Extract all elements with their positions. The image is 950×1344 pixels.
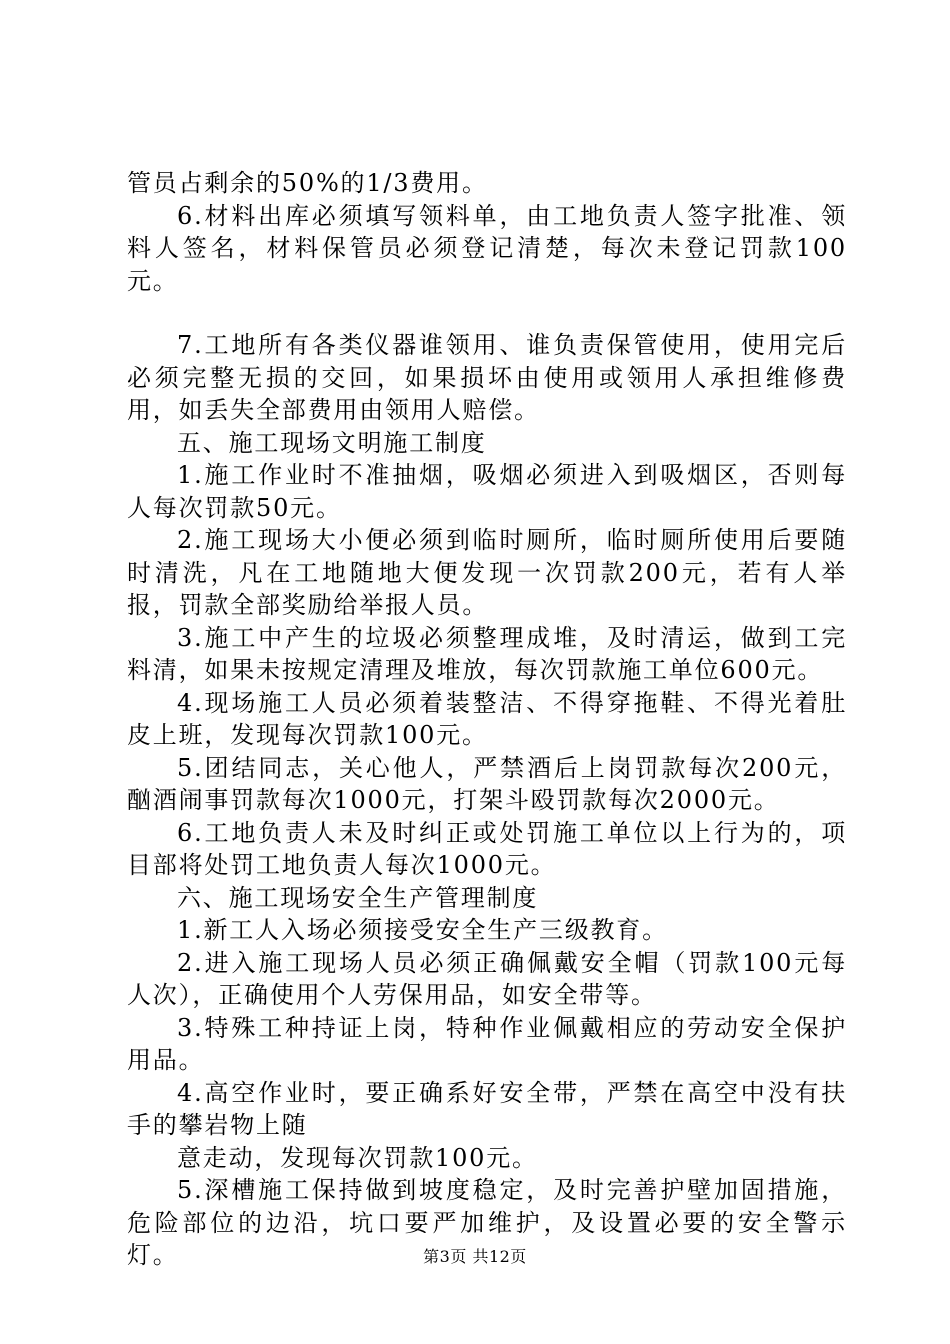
page-footer xyxy=(0,1244,950,1267)
paragraph-rule-5-3: 3.施工中产生的垃圾必须整理成堆，及时清运，做到工完料清，如果未按规定清理及堆放，每次罚款施工单位600元。 xyxy=(127,623,847,684)
paragraph-continuation: 管员占剩余的50%的1/3费用。 xyxy=(127,169,488,197)
paragraph-rule-5-6: 6.工地负责人未及时纠正或处罚施工单位以上行为的，项目部将处罚工地负责人每次1000元。 xyxy=(127,818,847,879)
paragraph-rule-6-1: 1.新工人入场必须接受安全生产三级教育。 xyxy=(177,916,668,944)
paragraph-rule-6-4-continued: 意走动，发现每次罚款100元。 xyxy=(177,1143,538,1172)
paragraph-rule-5-1: 1.施工作业时不准抽烟，吸烟必须进入到吸烟区，否则每人每次罚款50元。 xyxy=(127,461,847,522)
paragraph-rule-5-2: 2.施工现场大小便必须到临时厕所，临时厕所使用后要随时清洗，凡在工地随地大便发现一次罚款200元，若有人举报，罚款全部奖励给举报人员。 xyxy=(127,526,847,619)
paragraph-rule-6-5: 5.深槽施工保持做到坡度稳定，及时完善护壁加固措施，危险部位的边沿，坑口要严加维护，及设置必要的安全警示灯。 xyxy=(127,1176,847,1269)
paragraph-rule-6-4: 4.高空作业时，要正确系好安全带，严禁在高空中没有扶手的攀岩物上随 xyxy=(127,1078,847,1139)
section-heading-5: 五、施工现场文明施工制度 xyxy=(177,428,487,457)
paragraph-rule-4-7: 7.工地所有各类仪器谁领用、谁负责保管使用，使用完后必须完整无损的交回，如果损坏由使用或领用人承担维修费用，如丢失全部费用由领用人赔偿。 xyxy=(127,331,847,424)
paragraph-rule-6-2: 2.进入施工现场人员必须正确佩戴安全帽（罚款100元每人次），正确使用个人劳保用品，如安全带等。 xyxy=(127,948,847,1009)
section-heading-6: 六、施工现场安全生产管理制度 xyxy=(177,883,539,912)
paragraph-rule-4-6: 6.材料出库必须填写领料单，由工地负责人签字批准、领料人签名，材料保管员必须登记清楚，每次未登记罚款100元。 xyxy=(127,201,847,295)
document-body xyxy=(127,167,847,1272)
paragraph-rule-5-5: 5.团结同志，关心他人，严禁酒后上岗罚款每次200元，酗酒闹事罚款每次1000元，打架斗殴罚款每次2000元。 xyxy=(127,753,847,814)
paragraph-rule-6-3: 3.特殊工种持证上岗，特种作业佩戴相应的劳动安全保护用品。 xyxy=(127,1013,847,1074)
page-number-label: 第3页 共12页 xyxy=(423,1247,527,1266)
paragraph-rule-5-4: 4.现场施工人员必须着装整洁、不得穿拖鞋、不得光着肚皮上班，发现每次罚款100元。 xyxy=(127,688,847,749)
